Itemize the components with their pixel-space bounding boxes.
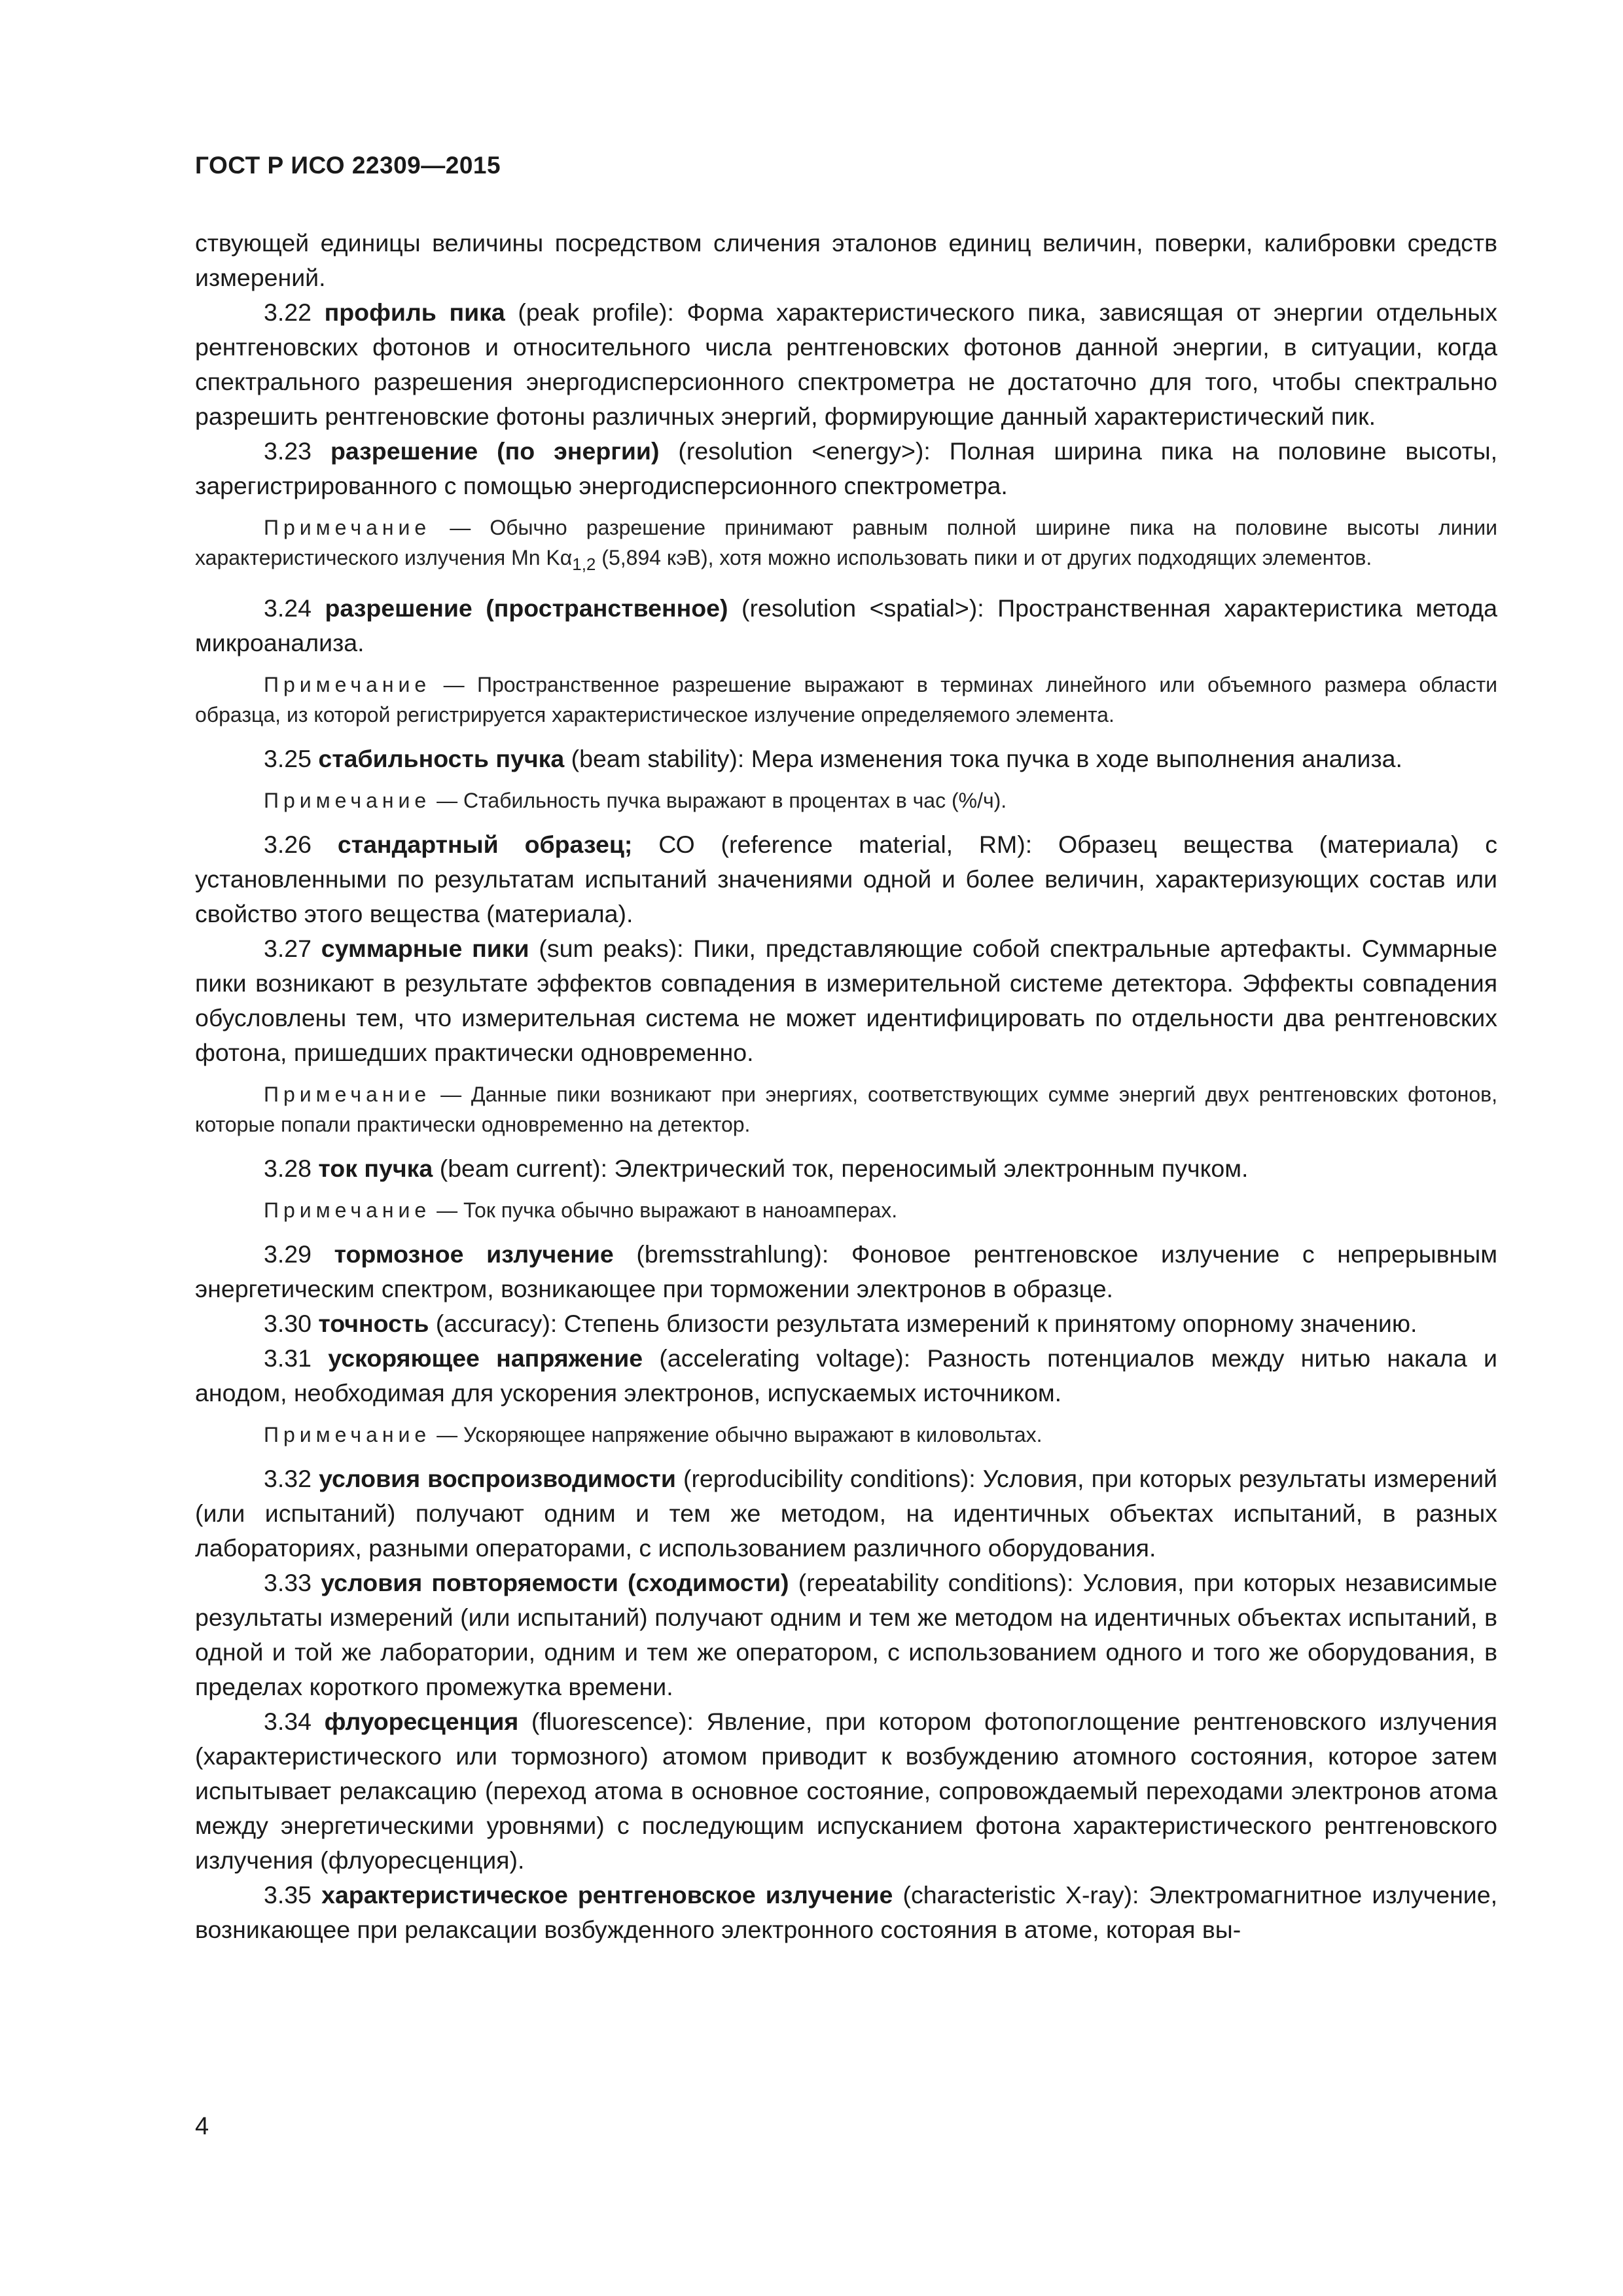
definition-number: 3.24 bbox=[264, 594, 312, 622]
definition-number: 3.27 bbox=[264, 935, 312, 962]
definition-number: 3.34 bbox=[264, 1708, 312, 1735]
definition-text: (sum peaks): Пики, представляющие собой спектральные артефакты. Суммарные пики возникают в результате эффектов совпадения в измерительной системе детектора. Эффекты совпадения обусловлены тем, что измерительная система не может идентифицировать по отдельности два рентгеновских фотона, пришедших практически одновременно. bbox=[195, 935, 1497, 1066]
definition-term: характеристическое рентгеновское излучение bbox=[321, 1881, 893, 1909]
definition-number: 3.35 bbox=[264, 1881, 312, 1909]
note-label: Примечание bbox=[264, 1083, 431, 1106]
definition-text: (characteristic X-ray): Электромагнитное излучение, возникающее при релаксации возбужденного электронного состояния в атоме, которая вы- bbox=[195, 1881, 1497, 1943]
definition-text: (beam current): Электрический ток, переносимый электронным пучком. bbox=[433, 1155, 1249, 1182]
definition-number: 3.33 bbox=[264, 1569, 312, 1596]
definition-term: стабильность пучка bbox=[318, 745, 565, 772]
note-label: Примечание bbox=[264, 673, 431, 696]
definition-3-29 bbox=[195, 1237, 1497, 1306]
definition-3-33 bbox=[195, 1566, 1497, 1704]
definition-term: тормозное излучение bbox=[334, 1240, 614, 1268]
definition-number: 3.22 bbox=[264, 298, 312, 326]
note-3-25 bbox=[195, 785, 1497, 816]
note-3-23 bbox=[195, 512, 1497, 579]
definition-3-23 bbox=[195, 434, 1497, 503]
definition-term: флуоресценция bbox=[324, 1708, 519, 1735]
definition-3-24 bbox=[195, 591, 1497, 660]
definition-text: (beam stability): Мера изменения тока пучка в ходе выполнения анализа. bbox=[564, 745, 1402, 772]
definition-3-25 bbox=[195, 742, 1497, 776]
definition-text: (accuracy): Степень близости результата измерений к принятому опорному значению. bbox=[429, 1310, 1418, 1337]
note-3-31 bbox=[195, 1420, 1497, 1450]
note-label: Примечание bbox=[264, 516, 431, 539]
definition-number: 3.25 bbox=[264, 745, 312, 772]
definition-term: разрешение (по энергии) bbox=[330, 437, 660, 465]
definition-term: условия воспроизводимости bbox=[319, 1465, 676, 1492]
document-body bbox=[195, 226, 1497, 1947]
definition-text: (peak profile): Форма характеристического пика, зависящая от энергии отдельных рентгеновских фотонов и относительного числа рентгеновских фотонов данной энергии, в ситуации, когда спектрального разрешения энергодисперсионного спектрометра не достаточно для того, чтобы спектрально разрешить рентгеновские фотоны различных энергий, формирующие данный характеристический пик. bbox=[195, 298, 1497, 430]
document-header: ГОСТ Р ИСО 22309—2015 bbox=[195, 152, 501, 179]
definition-term: ток пучка bbox=[318, 1155, 433, 1182]
note-text: — Обычно разрешение принимают равным полной ширине пика на половине высоты линии характеристического излучения Mn Kα bbox=[195, 516, 1497, 569]
definition-3-34 bbox=[195, 1704, 1497, 1878]
definition-number: 3.29 bbox=[264, 1240, 312, 1268]
definition-text: (repeatability conditions): Условия, при которых независимые результаты измерений (или испытаний) получают одним и тем же методом на идентичных объектах испытаний, в одной и той же лаборатории, одним и тем же оператором, с использованием одного и того же оборудования, в пределах короткого промежутка времени. bbox=[195, 1569, 1498, 1700]
note-label: Примечание bbox=[264, 789, 431, 812]
definition-term: условия повторяемости (сходимости) bbox=[321, 1569, 789, 1596]
definition-3-22 bbox=[195, 295, 1497, 434]
definition-number: 3.26 bbox=[264, 831, 312, 858]
note-3-24 bbox=[195, 670, 1497, 730]
definition-number: 3.31 bbox=[264, 1344, 312, 1372]
note-text: (5,894 кэВ), хотя можно использовать пики и от других подходящих элементов. bbox=[596, 546, 1372, 569]
page-number: 4 bbox=[195, 2113, 209, 2140]
definition-text: (resolution <energy>): Полная ширина пика на половине высоты, зарегистрированного с помощью энергодисперсионного спектрометра. bbox=[195, 437, 1497, 499]
definition-text: (fluorescence): Явление, при котором фотопоглощение рентгеновского излучения (характеристического или тормозного) атомом приводит к возбуждению атомного состояния, которое затем испытывает релаксацию (переход атома в основное состояние, сопровождаемый переходами электронов атома между энергетическими уровнями) с последующим испусканием фотона характеристического рентгеновского излучения (флуоресценция). bbox=[195, 1708, 1497, 1874]
note-subscript: 1,2 bbox=[572, 554, 596, 574]
note-label: Примечание bbox=[264, 1423, 431, 1446]
definition-number: 3.30 bbox=[264, 1310, 312, 1337]
definition-term: суммарные пики bbox=[321, 935, 529, 962]
definition-text: (accelerating voltage): Разность потенциалов между нитью накала и анодом, необходимая для ускорения электронов, испускаемых источником. bbox=[195, 1344, 1498, 1407]
note-text: — Данные пики возникают при энергиях, соответствующих сумме энергий двух рентгеновских фотонов, которые попали практически одновременно на детектор. bbox=[195, 1083, 1497, 1136]
definition-3-35 bbox=[195, 1878, 1497, 1947]
intro-paragraph: ствующей единицы величины посредством сличения эталонов единиц величин, поверки, калибровки средств измерений. bbox=[195, 229, 1497, 291]
definition-term: профиль пика bbox=[324, 298, 505, 326]
definition-term: разрешение (пространственное) bbox=[325, 594, 728, 622]
definition-text: (resolution <spatial>): Пространственная характеристика метода микроанализа. bbox=[195, 594, 1497, 656]
definition-text: СО (reference material, RM): Образец вещества (материала) с установленными по результатам испытаний значениями одной и более величин, характеризующих состав или свойство этого вещества (материала). bbox=[195, 831, 1498, 927]
definition-number: 3.23 bbox=[264, 437, 312, 465]
note-text: — Ток пучка обычно выражают в наноамперах. bbox=[431, 1198, 898, 1222]
definition-3-28 bbox=[195, 1151, 1497, 1186]
note-text: — Пространственное разрешение выражают в терминах линейного или объемного размера области образца, из которой регистрируется характеристическое излучение определяемого элемента. bbox=[195, 673, 1497, 726]
definition-number: 3.32 bbox=[264, 1465, 312, 1492]
definition-3-32 bbox=[195, 1462, 1497, 1566]
definition-3-31 bbox=[195, 1341, 1497, 1410]
note-text: — Стабильность пучка выражают в процентах в час (%/ч). bbox=[431, 789, 1007, 812]
note-label: Примечание bbox=[264, 1198, 431, 1222]
note-3-28 bbox=[195, 1195, 1497, 1225]
definition-3-26 bbox=[195, 827, 1497, 931]
definition-term: ускоряющее напряжение bbox=[328, 1344, 643, 1372]
definition-text: (reproducibility conditions): Условия, при которых результаты измерений (или испытаний) получают одним и тем же методом, на идентичных объектах испытаний, в разных лабораториях, разными операторами, с использованием различного оборудования. bbox=[195, 1465, 1497, 1562]
definition-3-27 bbox=[195, 931, 1497, 1070]
note-text: — Ускоряющее напряжение обычно выражают в киловольтах. bbox=[431, 1423, 1043, 1446]
definition-term: стандартный образец; bbox=[337, 831, 633, 858]
definition-3-30 bbox=[195, 1306, 1497, 1341]
note-3-27 bbox=[195, 1079, 1497, 1139]
definition-text: (bremsstrahlung): Фоновое рентгеновское излучение с непрерывным энергетическим спектром, возникающее при торможении электронов в образце. bbox=[195, 1240, 1497, 1302]
definition-term: точность bbox=[318, 1310, 429, 1337]
definition-number: 3.28 bbox=[264, 1155, 312, 1182]
